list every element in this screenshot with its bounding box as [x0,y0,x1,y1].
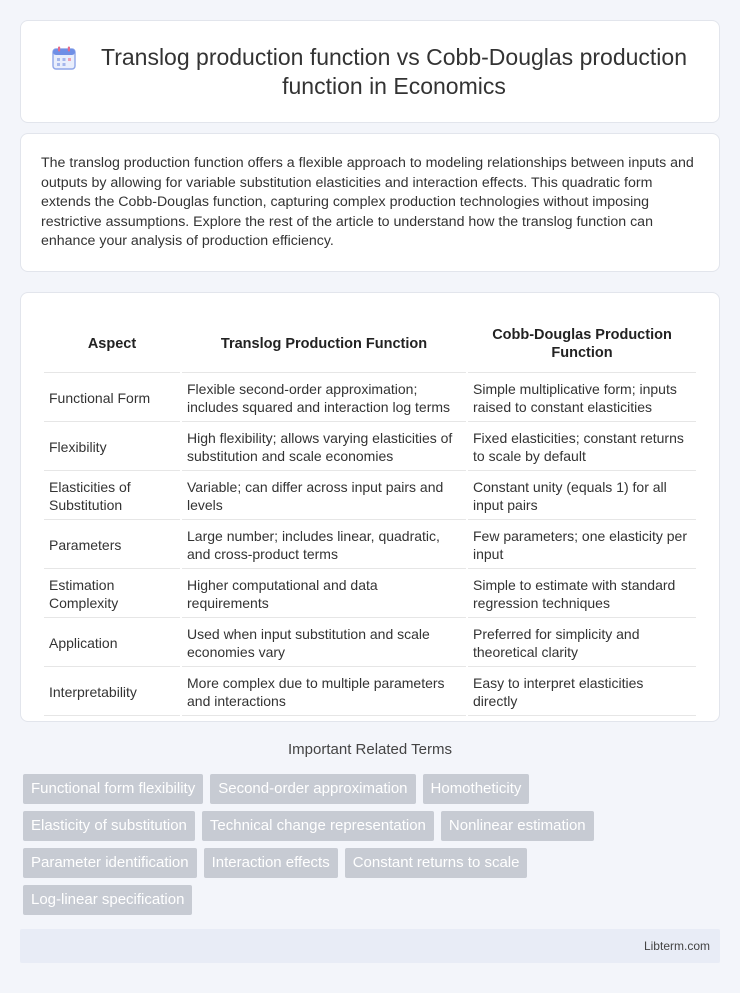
related-term-tag[interactable]: Nonlinear estimation [441,811,594,841]
row-aspect: Interpretability [44,669,180,716]
row-aspect: Estimation Complexity [44,571,180,618]
row-translog: Variable; can differ across input pairs and levels [182,473,466,520]
table-row [44,571,696,618]
table-row [44,375,696,422]
row-aspect: Flexibility [44,424,180,471]
related-term-tag[interactable]: Elasticity of substitution [23,811,195,841]
footer-site-link[interactable]: Libterm.com [643,939,710,953]
row-translog: Used when input substitution and scale economies vary [182,620,466,667]
intro-card [20,133,720,272]
row-cobb-douglas: Fixed elasticities; constant returns to scale by default [468,424,696,471]
table-row [44,620,696,667]
row-translog: More complex due to multiple parameters and interactions [182,669,466,716]
row-cobb-douglas: Few parameters; one elasticity per input [468,522,696,569]
comparison-table-card [20,292,720,722]
header-aspect: Aspect [44,315,180,373]
table-row [44,522,696,569]
tag-row [23,848,723,878]
row-cobb-douglas: Preferred for simplicity and theoretical clarity [468,620,696,667]
row-translog: Higher computational and data requirements [182,571,466,618]
table-row [44,473,696,520]
row-cobb-douglas: Easy to interpret elasticities directly [468,669,696,716]
tag-row [23,811,723,841]
comparison-table [42,313,698,718]
related-terms-list [23,774,723,922]
related-term-tag[interactable]: Constant returns to scale [345,848,528,878]
table-row [44,424,696,471]
related-term-tag[interactable]: Functional form flexibility [23,774,203,804]
row-aspect: Elasticities of Substitution [44,473,180,520]
row-cobb-douglas: Constant unity (equals 1) for all input pairs [468,473,696,520]
header-translog: Translog Production Function [182,315,466,373]
footer [20,929,720,963]
row-translog: Large number; includes linear, quadratic, and cross-product terms [182,522,466,569]
related-term-tag[interactable]: Second-order approximation [210,774,415,804]
calendar-icon [51,45,77,71]
row-translog: Flexible second-order approximation; includes squared and interaction log terms [182,375,466,422]
title-card [20,20,720,123]
related-term-tag[interactable]: Homotheticity [423,774,530,804]
related-term-tag[interactable]: Interaction effects [204,848,338,878]
tag-row [23,885,723,915]
row-translog: High flexibility; allows varying elasticities of substitution and scale economies [182,424,466,471]
related-term-tag[interactable]: Parameter identification [23,848,197,878]
header-cobb-douglas: Cobb-Douglas Production Function [468,315,696,373]
row-aspect: Parameters [44,522,180,569]
row-cobb-douglas: Simple multiplicative form; inputs raised to constant elasticities [468,375,696,422]
tag-row [23,774,723,804]
related-terms-title: Important Related Terms [288,741,452,758]
row-aspect: Application [44,620,180,667]
table-row [44,669,696,716]
page-title: Translog production function vs Cobb-Douglas production function in Economics [101,43,687,99]
row-aspect: Functional Form [44,375,180,422]
intro-text: The translog production function offers a flexible approach to modeling relationships between inputs and outputs by allowing for variable substitution elasticities and interaction effects. This quadratic form extends the Cobb-Douglas function, capturing complex production technologies without imposing restrictive assumptions. Explore the rest of the article to understand how the translog function can enhance your analysis of production efficiency. [41,155,694,249]
row-cobb-douglas: Simple to estimate with standard regression techniques [468,571,696,618]
related-term-tag[interactable]: Log-linear specification [23,885,192,915]
related-term-tag[interactable]: Technical change representation [202,811,434,841]
table-header-row [44,315,696,373]
